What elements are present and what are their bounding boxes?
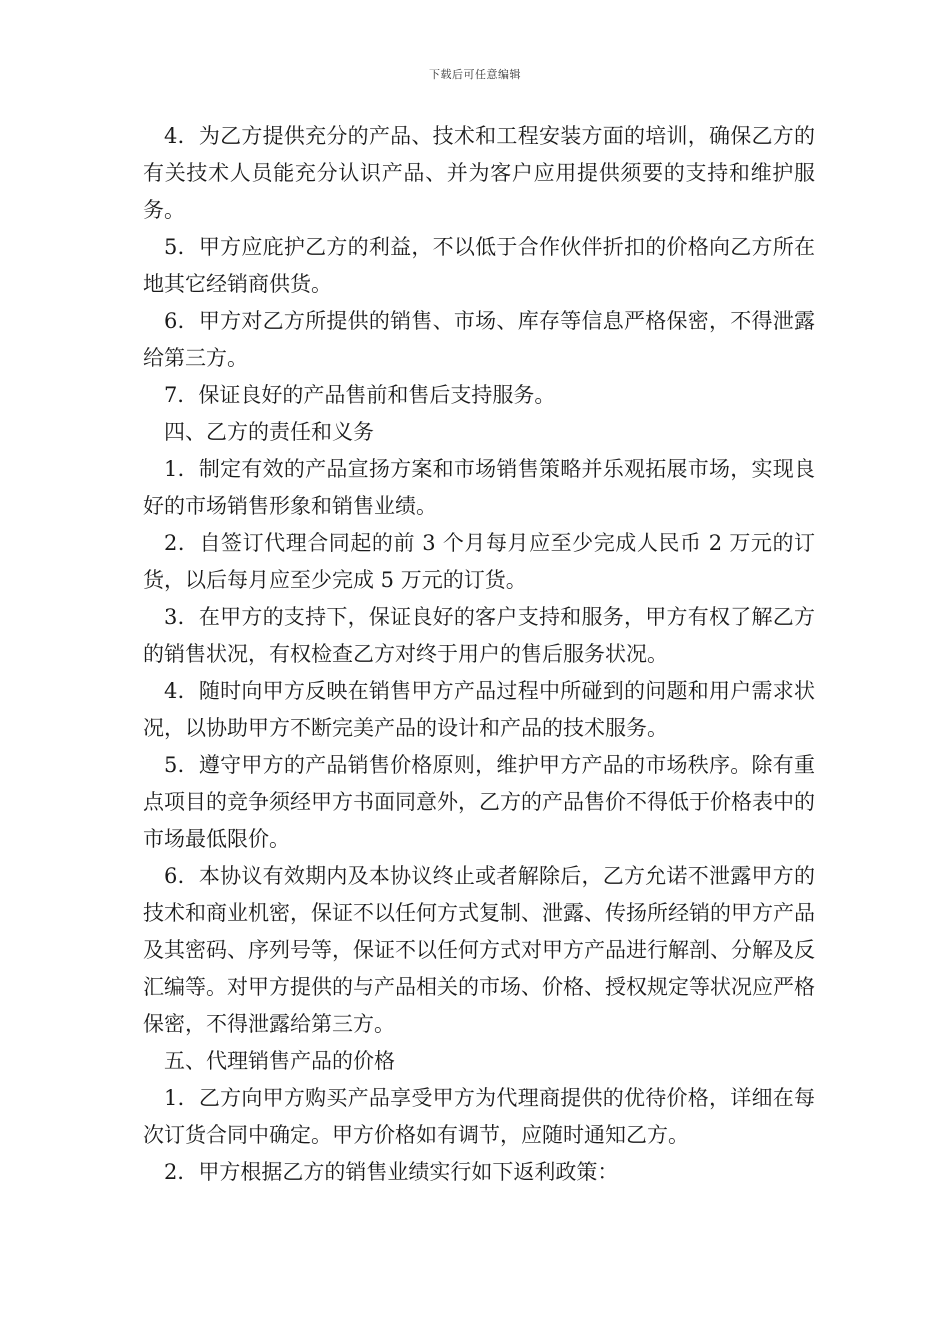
paragraph-b5-pricing-rules: 5．遵守甲方的产品销售价格原则，维护甲方产品的市场秩序。除有重点项目的竞争须经甲方书面同意外，乙方的产品售价不得低于价格表中的市场最低限价。: [143, 753, 815, 851]
paragraph-4-training: 4．为乙方提供充分的产品、技术和工程安装方面的培训，确保乙方的有关技术人员能充分认识产品、并为客户应用提供须要的支持和维护服务。: [143, 124, 815, 222]
paragraph-b1-marketing-plan: 1．制定有效的产品宣扬方案和市场销售策略并乐观拓展市场，实现良好的市场销售形象和销售业绩。: [143, 457, 815, 518]
paragraph-b6-trade-secrets: 6．本协议有效期内及本协议终止或者解除后，乙方允诺不泄露甲方的技术和商业机密，保证不以任何方式复制、泄露、传扬所经销的甲方产品及其密码、序列号等，保证不以任何方式对甲方产品进行解剖、分解及反汇编等。对甲方提供的与产品相关的市场、价格、授权规定等状况应严格保密，不得泄露给第三方。: [143, 864, 815, 1036]
paragraph-6-confidentiality: 6．甲方对乙方所提供的销售、市场、库存等信息严格保密，不得泄露给第三方。: [143, 309, 815, 370]
section-heading-product-price: 五、代理销售产品的价格: [164, 1049, 395, 1073]
paragraph-b3-customer-support: 3．在甲方的支持下，保证良好的客户支持和服务，甲方有权了解乙方的销售状况，有权检查乙方对终于用户的售后服务状况。: [143, 605, 815, 666]
paragraph-p2-rebate-policy: 2．甲方根据乙方的销售业绩实行如下返利政策：: [164, 1160, 619, 1184]
paragraph-b2-order-quota: 2．自签订代理合同起的前 3 个月每月应至少完成人民币 2 万元的订货，以后每月应至少完成 5 万元的订货。: [143, 531, 815, 592]
page-header: 下载后可任意编辑: [429, 68, 521, 81]
section-heading-party-b-duties: 四、乙方的责任和义务: [164, 420, 374, 444]
paragraph-7-support-service: 7．保证良好的产品售前和售后支持服务。: [164, 383, 556, 407]
paragraph-5-protect-interest: 5．甲方应庇护乙方的利益，不以低于合作伙伴折扣的价格向乙方所在地其它经销商供货。: [143, 235, 815, 296]
paragraph-b4-feedback: 4．随时向甲方反映在销售甲方产品过程中所碰到的问题和用户需求状况，以协助甲方不断完美产品的设计和产品的技术服务。: [143, 679, 815, 740]
document-body: [143, 118, 815, 1191]
paragraph-p1-preferential-price: 1．乙方向甲方购买产品享受甲方为代理商提供的优待价格，详细在每次订货合同中确定。甲方价格如有调节，应随时通知乙方。: [143, 1086, 815, 1147]
